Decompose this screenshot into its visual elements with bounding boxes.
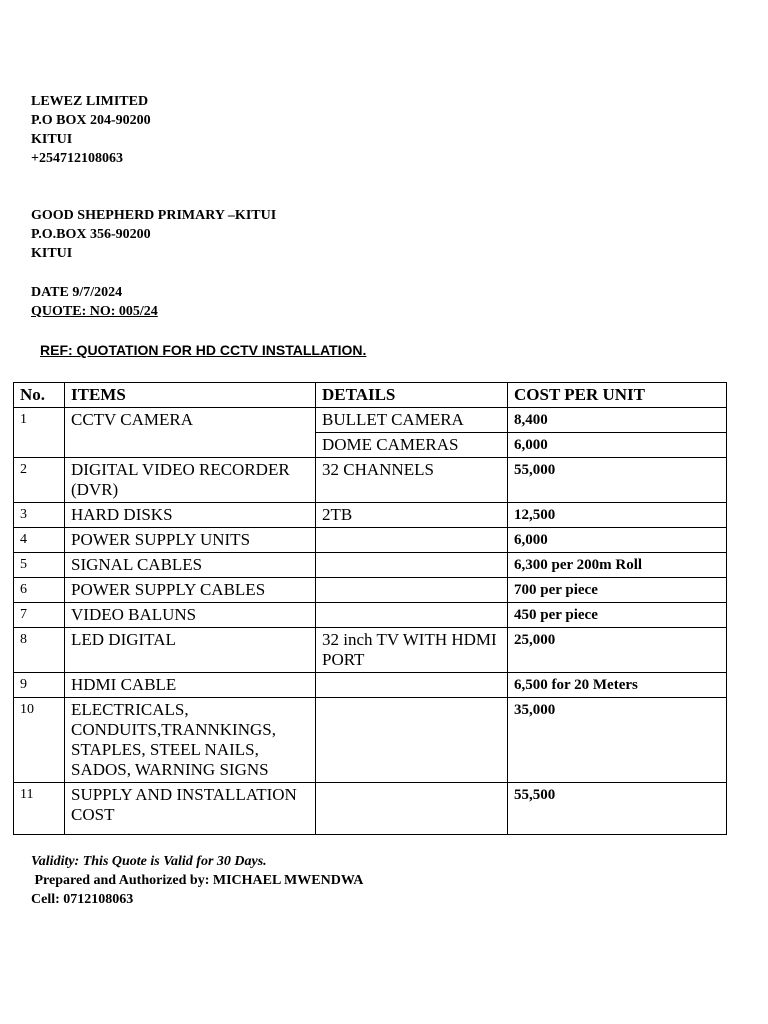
table-row bbox=[14, 578, 727, 603]
row-no: 6 bbox=[14, 578, 65, 603]
row-no: 2 bbox=[14, 458, 65, 503]
sender-phone: +254712108063 bbox=[31, 151, 123, 166]
recipient-box: P.O.BOX 356-90200 bbox=[31, 227, 151, 242]
header-cost: COST PER UNIT bbox=[508, 383, 727, 408]
table-row bbox=[14, 503, 727, 528]
row-item: CCTV CAMERA bbox=[65, 408, 316, 458]
row-details: 2TB bbox=[316, 503, 508, 528]
table-row bbox=[14, 698, 727, 783]
row-details bbox=[316, 783, 508, 835]
row-details: 32 CHANNELS bbox=[316, 458, 508, 503]
meta-block bbox=[31, 283, 158, 321]
row-details bbox=[316, 673, 508, 698]
row-item: SUPPLY AND INSTALLATION COST bbox=[65, 783, 316, 835]
sender-box: P.O BOX 204-90200 bbox=[31, 113, 151, 128]
row-details: 32 inch TV WITH HDMI PORT bbox=[316, 628, 508, 673]
row-no: 7 bbox=[14, 603, 65, 628]
row-item: SIGNAL CABLES bbox=[65, 553, 316, 578]
sender-block bbox=[31, 92, 151, 168]
table-row bbox=[14, 528, 727, 553]
table-row bbox=[14, 603, 727, 628]
row-details bbox=[316, 698, 508, 783]
header-details: DETAILS bbox=[316, 383, 508, 408]
row-cost: 25,000 bbox=[508, 628, 727, 673]
row-details: DOME CAMERAS bbox=[316, 433, 508, 458]
row-no: 3 bbox=[14, 503, 65, 528]
row-no: 9 bbox=[14, 673, 65, 698]
table-row bbox=[14, 783, 727, 835]
row-cost: 6,000 bbox=[508, 433, 727, 458]
row-cost: 35,000 bbox=[508, 698, 727, 783]
row-cost: 6,500 for 20 Meters bbox=[508, 673, 727, 698]
row-cost: 8,400 bbox=[508, 408, 727, 433]
table-row bbox=[14, 458, 727, 503]
row-no: 1 bbox=[14, 408, 65, 458]
row-no: 4 bbox=[14, 528, 65, 553]
prepared-by: Prepared and Authorized by: MICHAEL MWENDWA bbox=[31, 873, 364, 888]
row-cost: 700 per piece bbox=[508, 578, 727, 603]
reference-line: REF: QUOTATION FOR HD CCTV INSTALLATION. bbox=[40, 342, 367, 358]
table-row bbox=[14, 408, 727, 433]
row-cost: 55,000 bbox=[508, 458, 727, 503]
validity-note: Validity: This Quote is Valid for 30 Days. bbox=[31, 854, 267, 869]
header-items: ITEMS bbox=[65, 383, 316, 408]
row-cost: 12,500 bbox=[508, 503, 727, 528]
row-item: HARD DISKS bbox=[65, 503, 316, 528]
footer-block bbox=[31, 852, 363, 909]
row-no: 5 bbox=[14, 553, 65, 578]
table-header-row bbox=[14, 383, 727, 408]
table-row bbox=[14, 628, 727, 673]
row-details bbox=[316, 553, 508, 578]
table-row bbox=[14, 553, 727, 578]
row-details: BULLET CAMERA bbox=[316, 408, 508, 433]
header-no: No. bbox=[14, 383, 65, 408]
table-row bbox=[14, 673, 727, 698]
row-item: HDMI CABLE bbox=[65, 673, 316, 698]
contact-cell: Cell: 0712108063 bbox=[31, 892, 134, 907]
quotation-table bbox=[13, 382, 727, 835]
recipient-town: KITUI bbox=[31, 246, 73, 261]
quote-number: QUOTE: NO: 005/24 bbox=[31, 304, 158, 319]
row-details bbox=[316, 603, 508, 628]
row-no: 11 bbox=[14, 783, 65, 835]
row-details bbox=[316, 578, 508, 603]
row-item: ELECTRICALS, CONDUITS,TRANNKINGS, STAPLES, STEEL NAILS, SADOS, WARNING SIGNS bbox=[65, 698, 316, 783]
row-item: DIGITAL VIDEO RECORDER (DVR) bbox=[65, 458, 316, 503]
row-no: 8 bbox=[14, 628, 65, 673]
row-cost: 6,000 bbox=[508, 528, 727, 553]
row-details bbox=[316, 528, 508, 553]
recipient-block bbox=[31, 206, 276, 263]
row-item: LED DIGITAL bbox=[65, 628, 316, 673]
sender-name: LEWEZ LIMITED bbox=[31, 94, 149, 109]
row-cost: 450 per piece bbox=[508, 603, 727, 628]
recipient-name: GOOD SHEPHERD PRIMARY –KITUI bbox=[31, 208, 277, 223]
sender-town: KITUI bbox=[31, 132, 73, 147]
row-no: 10 bbox=[14, 698, 65, 783]
quote-date: DATE 9/7/2024 bbox=[31, 285, 123, 300]
row-item: POWER SUPPLY CABLES bbox=[65, 578, 316, 603]
row-cost: 55,500 bbox=[508, 783, 727, 835]
row-item: POWER SUPPLY UNITS bbox=[65, 528, 316, 553]
row-cost: 6,300 per 200m Roll bbox=[508, 553, 727, 578]
row-item: VIDEO BALUNS bbox=[65, 603, 316, 628]
